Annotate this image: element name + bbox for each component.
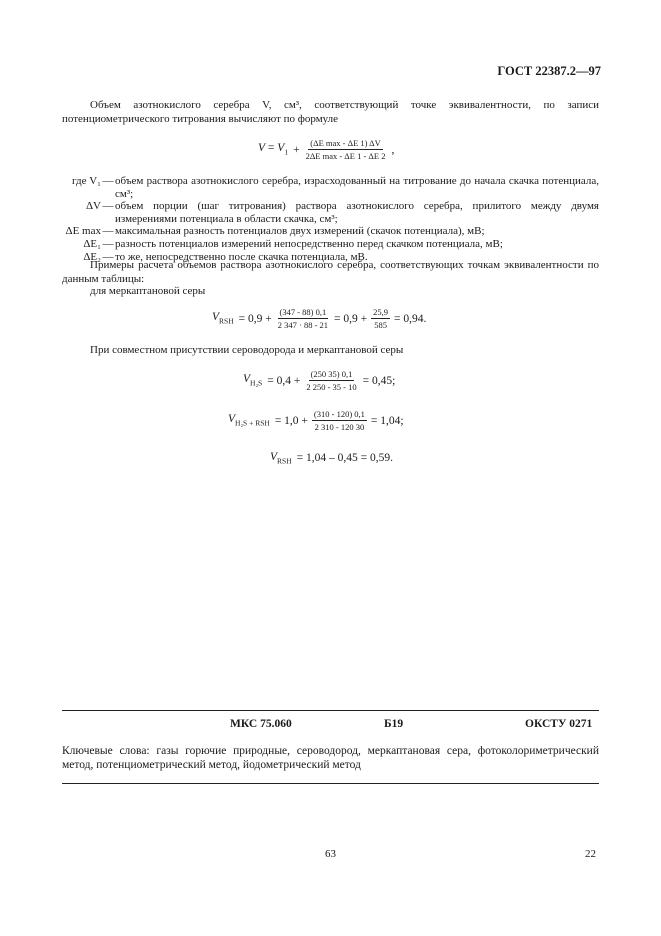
formula-h2s-rsh-fraction: $\frac{(310 - 120) 0,1}{2 310 - 120 30}$ xyxy=(313,409,365,432)
definition-de2: ΔE₂ — то же, непосредственно после скачка потенциала, мВ. xyxy=(83,250,368,263)
main-formula-fraction: $\frac{\text{(ΔE max - ΔE 1) ΔV}}{\text{2ΔE max - ΔE 1 - ΔE 2}}$ xyxy=(305,138,386,161)
formula-rsh-fraction-2: $\frac{25,9}{585}$ xyxy=(373,307,389,330)
definition-v1: где V₁ — объем раствора азотнокислого серебра, израсходованный на титрование до начала скачка потенциала, см³; xyxy=(72,175,599,200)
joint-presence-label: При совместном присутствии сероводорода и меркаптановой серы xyxy=(90,344,404,356)
formula-final: $V_{RSH}$ = 1,04 – 0,45 = 0,59. xyxy=(270,451,393,466)
page-number-center: 63 xyxy=(325,848,336,860)
page-number-right: 22 xyxy=(585,848,596,860)
examples-intro: Примеры расчета объемов раствора азотнокислого серебра, соответствующих точкам эквивалентности по данным таблицы: xyxy=(62,259,599,285)
b-code: Б19 xyxy=(384,718,404,730)
definition-dv: ΔV — объем порции (шаг титрования) раствора азотнокислого серебра, прилитого между двумя измерениями потенциала в области скачка, см³; xyxy=(85,200,599,225)
mercaptan-label: для меркаптановой серы xyxy=(90,285,206,297)
formula-rsh-fraction-1: $\frac{(347 - 88) 0,1}{2 347 \cdot 88 - 21}$ xyxy=(277,307,329,330)
formula-h2s-rsh: $V_{H_2S + RSH}$ = 1,0 + $\frac{(310 - 120) 0,1}{2 310 - 120 30}$ = 1,04; xyxy=(228,409,404,432)
mks-code: МКС 75.060 xyxy=(230,718,292,730)
bottom-divider xyxy=(62,783,599,784)
intro-paragraph: Объем азотнокислого серебра V, см³, соответствующий точке эквивалентности, по записи потенциометрического титрования вычисляют по формуле xyxy=(62,99,599,125)
definitions-list xyxy=(62,175,599,263)
formula-h2s: $V_{H_2S}$ = 0,4 + $\frac{(250 35) 0,1}{2 250 - 35 - 10}$ = 0,45; xyxy=(243,369,396,392)
document-code: ГОСТ 22387.2—97 xyxy=(497,64,601,78)
keywords: Ключевые слова: газы горючие природные, сероводород, меркаптановая сера, фотоколориметрический метод, потенциометрический метод, йодометрический метод xyxy=(62,745,599,771)
top-divider xyxy=(62,710,599,711)
definition-de1: ΔE₁ — разность потенциалов измерений непосредственно перед скачком потенциала, мВ; xyxy=(83,237,503,250)
formula-h2s-fraction: $\frac{(250 35) 0,1}{2 250 - 35 - 10}$ xyxy=(306,369,357,392)
okstu-code: ОКСТУ 0271 xyxy=(525,718,593,730)
formula-rsh: $V_{RSH}$ = 0,9 + $\frac{(347 - 88) 0,1}{2 347 \cdot 88 - 21}$ = 0,9 + $\frac{25,9}{585}$ = 0,94. xyxy=(212,307,427,330)
definition-demax: ΔE max — максимальная разность потенциалов двух измерений (скачок потенциала), мВ; xyxy=(65,225,485,238)
main-formula: $V = V_1$ + $\frac{\text{(ΔE max - ΔE 1) ΔV}}{\text{2ΔE max - ΔE 1 - ΔE 2}}$ , xyxy=(258,138,395,161)
